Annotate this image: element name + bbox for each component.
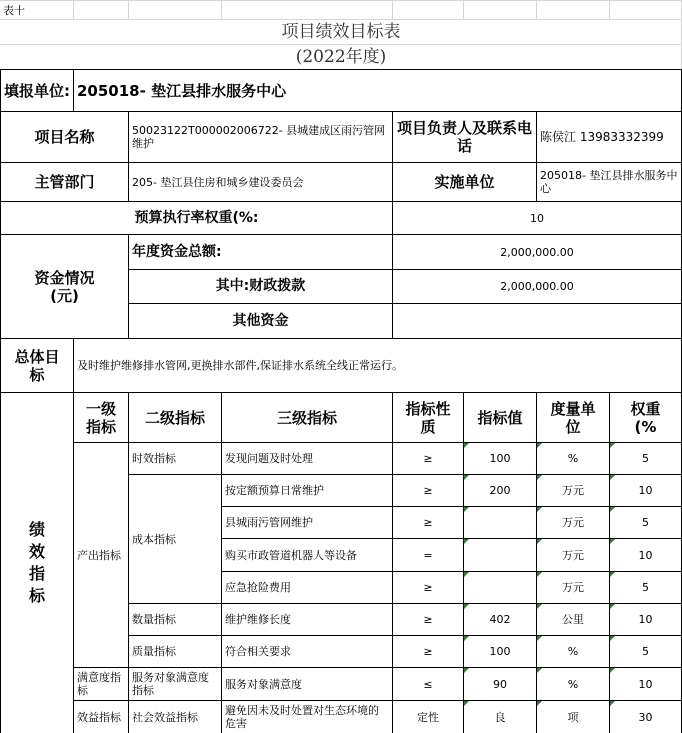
report-year: (2022年度) xyxy=(295,46,387,67)
weight-cell: 10 xyxy=(638,613,653,626)
cell-flag-marker xyxy=(464,443,469,448)
cell-flag-marker xyxy=(610,604,615,609)
nature-cell: ≥ xyxy=(423,645,433,658)
indicators-section-label xyxy=(1,393,73,733)
level3-cell: 发现问题及时处理 xyxy=(225,452,313,465)
grid-line xyxy=(463,0,464,19)
weight-cell: 10 xyxy=(638,484,653,497)
group-benefit: 效益指标 xyxy=(77,710,121,724)
unit-cell: 公里 xyxy=(562,613,584,626)
cell-flag-marker xyxy=(537,604,542,609)
project-owner-value: 陈侯江 13983332399 xyxy=(540,130,664,144)
cell-flag-marker xyxy=(610,539,615,544)
level3-cell: 按定额预算日常维护 xyxy=(225,484,324,497)
funds-fiscal-label: 其中:财政拨款 xyxy=(215,278,306,294)
unit-cell: % xyxy=(567,677,579,691)
value-cell: 402 xyxy=(489,613,511,626)
value-cell: 200 xyxy=(489,484,511,497)
weight-cell: 5 xyxy=(642,645,649,658)
cell-flag-marker xyxy=(537,636,542,641)
cell-flag-marker xyxy=(537,443,542,448)
header-weight: 权重(% xyxy=(630,399,661,436)
reporting-unit-value: 205018- 垫江县排水服务中心 xyxy=(77,81,287,100)
cell-flag-marker xyxy=(610,507,615,512)
page-title: 项目绩效目标表 xyxy=(281,21,401,42)
group-social-benefit: 社会效益指标 xyxy=(132,710,198,724)
cell-flag-marker xyxy=(464,636,469,641)
value-cell xyxy=(464,507,536,538)
cell-flag-marker xyxy=(610,443,615,448)
value-cell: 良 xyxy=(494,710,506,724)
funds-other-label: 其他资金 xyxy=(232,312,289,329)
unit-cell: 万元 xyxy=(562,581,584,594)
nature-cell: = xyxy=(423,548,433,562)
overall-goal-value: 及时维护维修排水管网,更换排水部件,保证排水系统全线正常运行。 xyxy=(77,359,403,372)
group-output: 产出指标 xyxy=(77,548,121,562)
value-cell: 90 xyxy=(493,677,507,691)
header-level2: 二级指标 xyxy=(144,408,205,427)
funds-other-value xyxy=(393,304,681,338)
department-value: 205- 垫江县住房和城乡建设委员会 xyxy=(132,175,304,189)
level3-cell: 符合相关要求 xyxy=(225,645,291,658)
grid-line xyxy=(609,0,610,19)
cell-flag-marker xyxy=(537,539,542,544)
unit-cell: 万元 xyxy=(562,484,584,497)
overall-goal-label: 总体目标 xyxy=(14,347,60,384)
value-cell: 100 xyxy=(489,452,511,465)
project-owner-label: 项目负责人及联系电话 xyxy=(396,119,532,155)
cell-flag-marker xyxy=(464,572,469,577)
cell-flag-marker xyxy=(464,507,469,512)
nature-cell: ≥ xyxy=(423,452,433,465)
nature-cell: ≥ xyxy=(423,581,433,594)
value-cell xyxy=(464,572,536,603)
grid-line xyxy=(392,0,393,19)
weight-cell: 30 xyxy=(638,710,653,724)
cell-flag-marker xyxy=(464,475,469,480)
unit-cell: 万元 xyxy=(562,548,584,562)
funds-label: 资金情况(元) xyxy=(34,268,95,305)
cell-flag-marker xyxy=(610,572,615,577)
cell-flag-marker xyxy=(610,636,615,641)
nature-cell: ≥ xyxy=(423,484,433,497)
funds-fiscal-value: 2,000,000.00 xyxy=(500,280,574,293)
value-cell: 100 xyxy=(489,645,511,658)
reporting-unit-label: 填报单位: xyxy=(4,81,70,100)
group-satisfaction-sub: 服务对象满意度指标 xyxy=(132,671,209,697)
cell-flag-marker xyxy=(610,701,615,706)
sheet-tab-label: 表十 xyxy=(3,3,25,17)
cell-flag-marker xyxy=(464,604,469,609)
cell-flag-marker xyxy=(537,668,542,673)
cell-flag-marker xyxy=(610,668,615,673)
group-quantity: 数量指标 xyxy=(132,613,176,626)
budget-weight-value: 10 xyxy=(530,211,544,225)
level3-cell: 购买市政管道机器人等设备 xyxy=(225,548,357,562)
project-name-label: 项目名称 xyxy=(34,128,95,146)
level3-cell: 县城雨污管网维护 xyxy=(225,516,313,529)
cell-flag-marker xyxy=(464,668,469,673)
cell-flag-marker xyxy=(610,475,615,480)
group-satisfaction: 满意度指标 xyxy=(77,671,121,697)
header-nature: 指标性质 xyxy=(405,399,451,436)
cell-flag-marker xyxy=(537,701,542,706)
weight-cell: 10 xyxy=(638,548,653,562)
funds-total-value: 2,000,000.00 xyxy=(500,245,574,259)
implementing-unit-label: 实施单位 xyxy=(434,173,495,191)
grid-line xyxy=(128,0,129,19)
group-timeliness: 时效指标 xyxy=(132,452,176,465)
funds-total-label: 年度资金总额: xyxy=(132,243,222,260)
grid-line xyxy=(221,0,222,19)
grid-line xyxy=(536,0,537,19)
project-name-value: 50023122T000002006722- 县城建成区雨污管网维护 xyxy=(132,124,386,150)
level3-cell: 应急抢险费用 xyxy=(225,581,291,594)
header-level3: 三级指标 xyxy=(276,408,337,427)
value-cell xyxy=(464,539,536,571)
grid-line xyxy=(73,0,74,19)
header-unit: 度量单位 xyxy=(550,399,596,436)
cell-flag-marker xyxy=(537,507,542,512)
level3-cell: 避免因未及时处置对生态环境的危害 xyxy=(225,704,379,730)
header-level1: 一级指标 xyxy=(85,399,116,436)
group-cost: 成本指标 xyxy=(132,532,176,546)
indicators-section-text: 绩效指标 xyxy=(29,520,46,605)
unit-cell: % xyxy=(567,645,579,658)
cell-flag-marker xyxy=(464,539,469,544)
cell-flag-marker xyxy=(537,572,542,577)
nature-cell: ≥ xyxy=(423,613,433,626)
unit-cell: 项 xyxy=(567,710,579,724)
cell-flag-marker xyxy=(537,475,542,480)
weight-cell: 5 xyxy=(642,516,649,529)
unit-cell: % xyxy=(567,452,579,465)
implementing-unit-value: 205018- 垫江县排水服务中心 xyxy=(540,169,678,195)
group-quality: 质量指标 xyxy=(132,645,176,658)
nature-cell: ≤ xyxy=(423,677,433,691)
nature-cell: ≥ xyxy=(423,516,433,529)
grid-line xyxy=(0,0,682,1)
header-value: 指标值 xyxy=(477,408,523,427)
weight-cell: 5 xyxy=(642,452,649,465)
department-label: 主管部门 xyxy=(34,173,95,191)
level3-cell: 服务对象满意度 xyxy=(225,677,302,691)
nature-cell: 定性 xyxy=(417,710,439,724)
unit-cell: 万元 xyxy=(562,516,584,529)
budget-weight-label: 预算执行率权重(%: xyxy=(134,209,259,226)
weight-cell: 5 xyxy=(642,581,649,594)
level3-cell: 维护维修长度 xyxy=(225,613,291,626)
weight-cell: 10 xyxy=(638,677,653,691)
cell-flag-marker xyxy=(464,701,469,706)
